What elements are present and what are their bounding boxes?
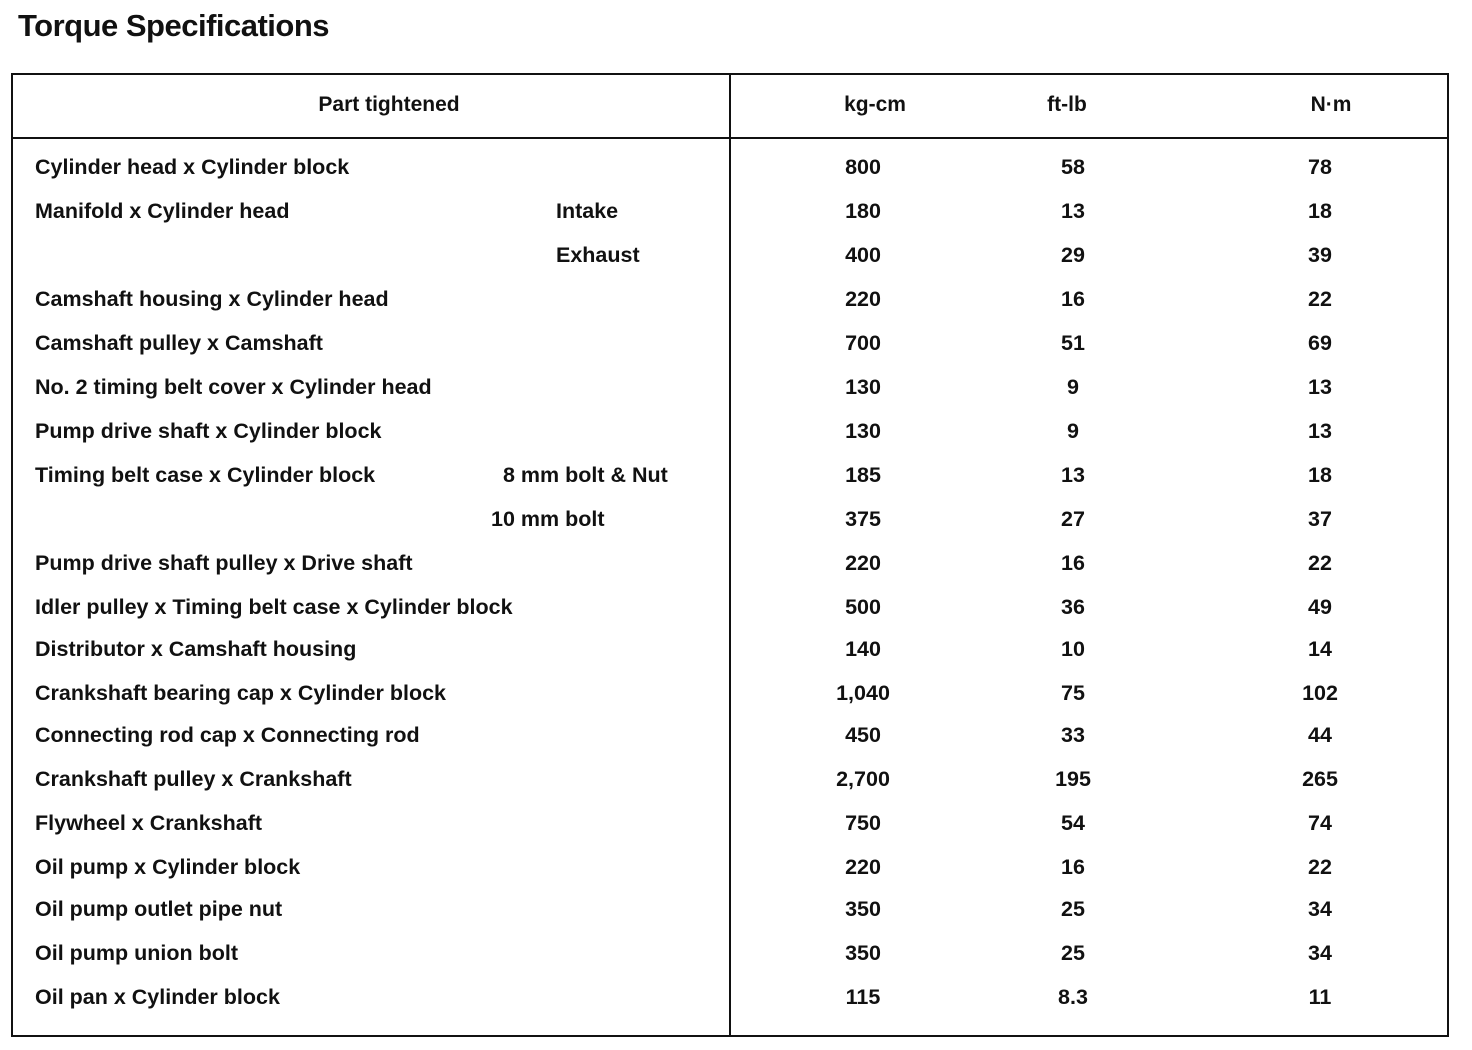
part-label: Pump drive shaft x Cylinder block (35, 419, 382, 443)
part-label: Distributor x Camshaft housing (35, 637, 357, 661)
part-label: Cylinder head x Cylinder block (35, 155, 350, 179)
part-label: Crankshaft pulley x Crankshaft (35, 767, 352, 791)
ft-lb-value: 16 (1061, 551, 1085, 575)
n-m-value: 18 (1308, 199, 1332, 223)
ft-lb-value: 8.3 (1058, 985, 1088, 1009)
n-m-value: 102 (1302, 681, 1338, 705)
ft-lb-value: 9 (1067, 419, 1079, 443)
kg-cm-value: 450 (845, 723, 881, 747)
n-m-value: 22 (1308, 855, 1332, 879)
kg-cm-value: 2,700 (836, 767, 890, 791)
header-kg-cm: kg-cm (844, 93, 906, 116)
ft-lb-value: 9 (1067, 375, 1079, 399)
kg-cm-value: 700 (845, 331, 881, 355)
part-label: Oil pump x Cylinder block (35, 855, 301, 879)
part-sub-label: Intake (556, 199, 619, 223)
n-m-value: 34 (1308, 897, 1332, 921)
n-m-value: 13 (1308, 419, 1332, 443)
kg-cm-value: 115 (845, 985, 881, 1009)
part-label: Timing belt case x Cylinder block (35, 463, 376, 487)
page-title: Torque Specifications (18, 8, 330, 43)
ft-lb-value: 13 (1061, 199, 1085, 223)
part-label: Idler pulley x Timing belt case x Cylinder block (35, 595, 513, 619)
part-label: Manifold x Cylinder head (35, 199, 290, 223)
n-m-value: 44 (1308, 723, 1332, 747)
ft-lb-value: 36 (1061, 595, 1085, 619)
n-m-value: 22 (1308, 551, 1332, 575)
kg-cm-value: 180 (845, 199, 881, 223)
column-divider (729, 75, 731, 1035)
part-label: Flywheel x Crankshaft (35, 811, 263, 835)
kg-cm-value: 130 (845, 419, 881, 443)
ft-lb-value: 195 (1055, 767, 1091, 791)
kg-cm-value: 185 (845, 463, 881, 487)
ft-lb-value: 51 (1061, 331, 1085, 355)
ft-lb-value: 54 (1061, 811, 1085, 835)
part-label: Oil pump union bolt (35, 941, 239, 965)
n-m-value: 69 (1308, 331, 1332, 355)
n-m-value: 11 (1308, 985, 1332, 1009)
n-m-value: 78 (1308, 155, 1332, 179)
ft-lb-value: 10 (1061, 637, 1085, 661)
ft-lb-value: 29 (1061, 243, 1085, 267)
header-ft-lb: ft-lb (1047, 93, 1087, 116)
kg-cm-value: 800 (845, 155, 881, 179)
torque-spec-table (11, 73, 1449, 1037)
ft-lb-value: 25 (1061, 941, 1085, 965)
part-sub-label: Exhaust (556, 243, 640, 267)
kg-cm-value: 220 (845, 287, 881, 311)
n-m-value: 34 (1308, 941, 1332, 965)
n-m-value: 265 (1302, 767, 1338, 791)
kg-cm-value: 750 (845, 811, 881, 835)
ft-lb-value: 25 (1061, 897, 1085, 921)
header-rule (13, 137, 1447, 139)
part-label: Camshaft pulley x Camshaft (35, 331, 323, 355)
part-label: Camshaft housing x Cylinder head (35, 287, 389, 311)
part-sub-label: 10 mm bolt (491, 507, 605, 531)
ft-lb-value: 33 (1061, 723, 1085, 747)
kg-cm-value: 375 (845, 507, 881, 531)
part-label: Connecting rod cap x Connecting rod (35, 723, 420, 747)
part-label: Crankshaft bearing cap x Cylinder block (35, 681, 447, 705)
kg-cm-value: 220 (845, 551, 881, 575)
kg-cm-value: 400 (845, 243, 881, 267)
ft-lb-value: 75 (1061, 681, 1085, 705)
part-sub-label: 8 mm bolt & Nut (503, 463, 668, 487)
kg-cm-value: 220 (845, 855, 881, 879)
kg-cm-value: 350 (845, 941, 881, 965)
n-m-value: 74 (1308, 811, 1332, 835)
n-m-value: 37 (1308, 507, 1332, 531)
n-m-value: 22 (1308, 287, 1332, 311)
ft-lb-value: 16 (1061, 855, 1085, 879)
n-m-value: 13 (1308, 375, 1332, 399)
ft-lb-value: 27 (1061, 507, 1085, 531)
kg-cm-value: 500 (845, 595, 881, 619)
header-n-m: N·m (1310, 93, 1352, 116)
n-m-value: 14 (1308, 637, 1332, 661)
ft-lb-value: 13 (1061, 463, 1085, 487)
part-label: Oil pan x Cylinder block (35, 985, 280, 1009)
kg-cm-value: 130 (845, 375, 881, 399)
kg-cm-value: 140 (845, 637, 881, 661)
kg-cm-value: 350 (845, 897, 881, 921)
n-m-value: 49 (1308, 595, 1332, 619)
header-part-tightened: Part tightened (318, 93, 460, 116)
part-label: Oil pump outlet pipe nut (35, 897, 283, 921)
ft-lb-value: 16 (1061, 287, 1085, 311)
n-m-value: 39 (1308, 243, 1332, 267)
kg-cm-value: 1,040 (836, 681, 890, 705)
n-m-value: 18 (1308, 463, 1332, 487)
part-label: Pump drive shaft pulley x Drive shaft (35, 551, 413, 575)
part-label: No. 2 timing belt cover x Cylinder head (35, 375, 432, 399)
ft-lb-value: 58 (1061, 155, 1085, 179)
